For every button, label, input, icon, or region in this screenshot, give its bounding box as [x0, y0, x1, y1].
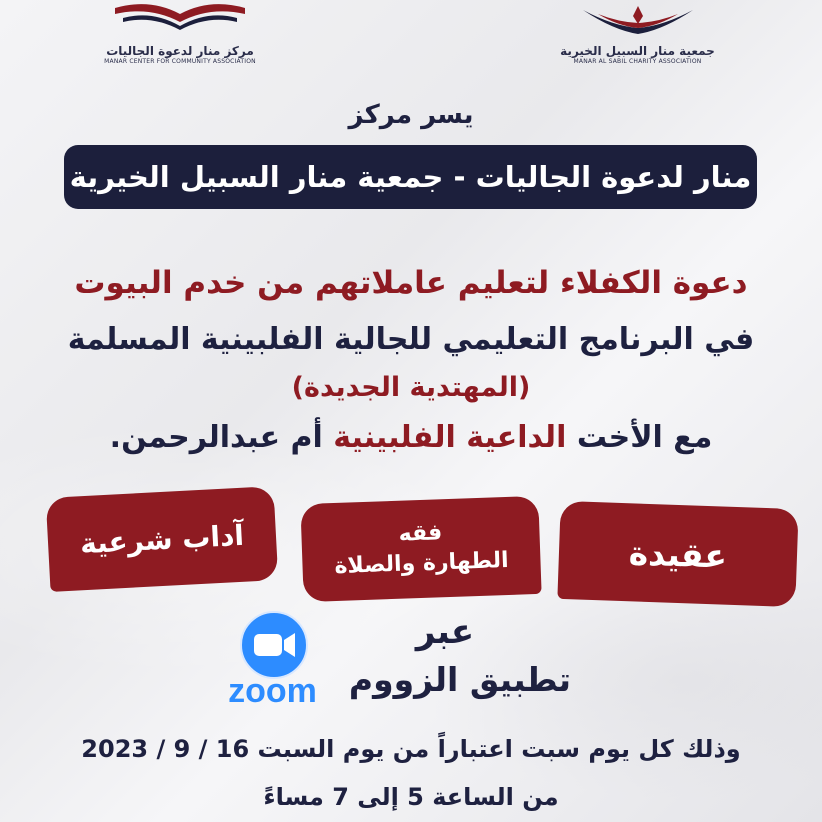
left-logo-name-en: MANAR CENTER FOR COMMUNITY ASSOCIATION	[104, 58, 256, 65]
topic-aqeedah-label: عقيدة	[628, 532, 728, 576]
right-logo-name-ar: جمعية منار السبيل الخيرية	[560, 44, 715, 58]
right-logo-name-en: MANAR AL SABIL CHARITY ASSOCIATION	[573, 58, 702, 65]
title-line-2: في البرنامج التعليمي للجالية الفلبينية المسلمة	[67, 322, 755, 357]
topic-aqeedah	[557, 501, 798, 607]
topic-fiqh-label: فقه	[398, 520, 443, 547]
hosts-line: يسر مركز	[348, 100, 474, 130]
wings-logo-icon	[563, 0, 713, 40]
topic-fiqh-sublabel: الطهارة والصلاة	[334, 547, 509, 580]
organizers-banner: منار لدعوة الجاليات - جمعية منار السبيل الخيرية	[64, 145, 757, 209]
left-logo-name-ar: مركز منار لدعوة الجاليات	[106, 44, 254, 58]
title-line-4-part2: أم عبدالرحمن.	[109, 420, 323, 455]
title-line-1: دعوة الكفلاء لتعليم عاملاتهم من خدم البيوت	[74, 265, 748, 301]
book-logo-icon	[105, 0, 255, 40]
topic-adab	[46, 486, 279, 592]
manar-center-logo	[95, 0, 265, 65]
zoom-logo-text: zoom	[228, 672, 317, 710]
manar-al-sabil-logo	[545, 0, 730, 65]
topic-fiqh	[300, 496, 541, 602]
title-line-4-part1: مع الأخت	[576, 420, 713, 455]
schedule-line-1: وذلك كل يوم سبت اعتباراً من يوم السبت 16 / 9 / 2023	[81, 735, 741, 763]
schedule-line-2: من الساعة 5 إلى 7 مساءً	[263, 783, 559, 811]
zoom-camera-icon	[239, 610, 309, 680]
title-line-4-highlight: الداعية الفلبينية	[333, 420, 567, 455]
title-line-4	[0, 420, 822, 455]
via-label: عبر	[415, 612, 475, 652]
topic-adab-label: آداب شرعية	[79, 518, 245, 560]
title-line-3: (المهتدية الجديدة)	[291, 372, 531, 403]
zoom-app-label: تطبيق الزووم	[348, 660, 572, 699]
